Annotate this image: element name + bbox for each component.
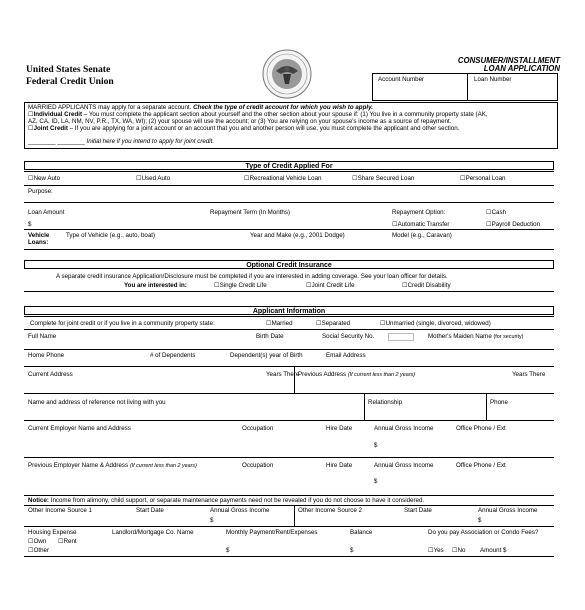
housing-expense-label: Housing Expense: [28, 529, 77, 536]
start-date-2-label: Start Date: [404, 507, 432, 514]
joint-credit-text: ☐ Joint Credit – If you are applying for a joint account or an account that you and another person will use, you must complete the applicant and other section.: [28, 125, 459, 132]
form-title-line1: CONSUMER/INSTALLMENT: [457, 56, 560, 65]
prev-years-there-label: Years There: [512, 371, 546, 378]
section-header-insurance: Optional Credit Insurance: [24, 260, 554, 269]
maiden-name-label: Mother's Maiden Name (for security): [428, 333, 524, 340]
prev-occupation-label: Occupation: [242, 462, 274, 469]
option-used-auto[interactable]: ☐ Used Auto: [136, 175, 170, 182]
birth-date-label: Birth Date: [256, 333, 284, 340]
previous-address-label: Previous Address (If current less than 2 years): [298, 371, 415, 378]
option-recreational-vehicle[interactable]: ☐ Recreational Vehicle Loan: [244, 175, 321, 182]
insurance-text: A separate credit insurance Application/Disclosure must be completed if you are interested in adding coverage. See your loan officer for details.: [56, 273, 448, 280]
org-name-line2: Federal Credit Union: [26, 76, 114, 87]
org-name-line1: United States Senate: [26, 64, 111, 75]
monthly-payment-label: Monthly Payment/Rent/Expenses: [226, 529, 318, 536]
landlord-label: Landlord/Mortgage Co. Name: [112, 529, 194, 536]
no-checkbox[interactable]: ☐ No: [452, 547, 465, 554]
vehicle-loans-label-2: Loans:: [28, 239, 49, 246]
association-fees-label: Do you pay Association or Condo Fees?: [428, 529, 539, 536]
model-label: Model (e.g., Caravan): [392, 232, 452, 239]
association-amount-field[interactable]: Amount $: [480, 547, 507, 554]
reference-phone-label: Phone: [490, 399, 508, 406]
repayment-term-label: Repayment Term (In Months): [210, 209, 291, 216]
occupation-label: Occupation: [242, 425, 274, 432]
yes-checkbox[interactable]: ☐ Yes: [428, 547, 444, 554]
reference-label: Name and address of reference not living with you: [28, 399, 166, 406]
current-address-label: Current Address: [28, 371, 73, 378]
option-personal-loan[interactable]: ☐ Personal Loan: [460, 175, 505, 182]
purpose-field[interactable]: [62, 187, 552, 197]
form-title-line2: LOAN APPLICATION: [483, 64, 560, 73]
other-income-2-label: Other Income Source 2: [298, 507, 362, 514]
current-employer-label: Current Employer Name and Address: [28, 425, 131, 432]
balance-field[interactable]: $: [350, 547, 354, 554]
rent-checkbox[interactable]: ☐ Rent: [58, 538, 77, 545]
dependent-years-label: Dependent(s) year of Birth: [230, 352, 303, 359]
unmarried-checkbox[interactable]: ☐ Unmarried (single, divorced, widowed): [380, 320, 491, 327]
separated-checkbox[interactable]: ☐ Separated: [316, 320, 350, 327]
married-checkbox[interactable]: ☐ Married: [266, 320, 293, 327]
annual-gross-2-field[interactable]: $: [478, 517, 482, 524]
year-make-label: Year and Make (e.g., 2001 Dodge): [250, 232, 345, 239]
office-phone-label: Office Phone / Ext: [456, 425, 506, 432]
annual-gross-2-label: Annual Gross Income: [478, 507, 538, 514]
payroll-deduction-checkbox[interactable]: ☐ Payroll Deduction: [486, 221, 540, 228]
ssn-label: Social Security No.: [322, 333, 375, 340]
initial-here-line[interactable]: ________ ________ Initial here if you intend to apply for joint credit.: [28, 138, 215, 145]
other-checkbox[interactable]: ☐ Other: [28, 547, 49, 554]
joint-credit-life-checkbox[interactable]: ☐ Joint Credit Life: [306, 282, 355, 289]
credit-disability-checkbox[interactable]: ☐ Credit Disability: [402, 282, 451, 289]
home-phone-label: Home Phone: [28, 352, 65, 359]
account-number-field[interactable]: [377, 85, 463, 97]
option-new-auto[interactable]: ☐ New Auto: [28, 175, 60, 182]
balance-label: Balance: [350, 529, 373, 536]
individual-credit-text: ☐ Individual Credit – You must complete the applicant section about yourself and the other section about your spouse if: (1) You live in a community property state (AK,: [28, 111, 488, 118]
interested-in-label: You are interested in:: [124, 282, 187, 289]
annual-gross-label: Annual Gross Income: [374, 425, 434, 432]
married-applicants-text: MARRIED APPLICANTS may apply for a separate account. Check the type of credit account for which you wish to apply.: [28, 104, 373, 111]
monthly-payment-field[interactable]: $: [226, 547, 230, 554]
previous-employer-label: Previous Employer Name & Address (If current less than 2 years): [28, 462, 197, 469]
loan-number-field[interactable]: [472, 85, 554, 97]
notice-text: Notice: Income from alimony, child support, or separate maintenance payments need not be revealed if you do not choose to have it considered.: [28, 497, 425, 504]
prev-hire-date-label: Hire Date: [326, 462, 353, 469]
purpose-label: Purpose:: [28, 188, 53, 195]
prev-annual-gross-field[interactable]: $: [374, 478, 378, 485]
start-date-1-label: Start Date: [136, 507, 164, 514]
email-label: Email Address: [326, 352, 366, 359]
relationship-label: Relationship: [368, 399, 403, 406]
annual-gross-1-label: Annual Gross Income: [210, 507, 270, 514]
individual-credit-text-2: AZ, CA, ID, LA, NM, NV, P.R., TX, WA, WI); (2) your spouse will use the account; or (3) You are relying on your spouse's income as a source of repayment.: [28, 118, 452, 125]
automatic-transfer-checkbox[interactable]: ☐ Automatic Transfer: [392, 221, 450, 228]
type-of-vehicle-label: Type of Vehicle (e.g., auto, boat): [66, 232, 156, 239]
prev-office-phone-label: Office Phone / Ext: [456, 462, 506, 469]
annual-gross-field[interactable]: $: [374, 442, 378, 449]
loan-number-label: Loan Number: [474, 76, 512, 83]
cash-checkbox[interactable]: ☐ Cash: [486, 209, 506, 216]
option-share-secured[interactable]: ☐ Share Secured Loan: [352, 175, 414, 182]
section-header-applicant: Applicant Information: [24, 306, 554, 315]
account-number-label: Account Number: [378, 76, 425, 83]
loan-amount-field[interactable]: $: [28, 221, 32, 228]
ssn-field[interactable]: [388, 333, 414, 341]
marital-status-label: Complete for joint credit or if you live in a community property state:: [30, 320, 215, 327]
full-name-label: Full Name: [28, 333, 57, 340]
repayment-option-label: Repayment Option:: [392, 209, 446, 216]
prev-annual-gross-label: Annual Gross Income: [374, 462, 434, 469]
dependents-label: # of Dependents: [150, 352, 196, 359]
annual-gross-1-field[interactable]: $: [210, 517, 214, 524]
senate-seal-logo: [262, 49, 312, 99]
other-income-1-label: Other Income Source 1: [28, 507, 92, 514]
vehicle-loans-label: Vehicle: [28, 232, 50, 239]
years-there-label: Years There: [266, 371, 300, 378]
loan-amount-label: Loan Amount: [28, 209, 65, 216]
own-checkbox[interactable]: ☐ Own: [28, 538, 46, 545]
section-header-credit-type: Type of Credit Applied For: [24, 161, 554, 170]
hire-date-label: Hire Date: [326, 425, 353, 432]
single-credit-life-checkbox[interactable]: ☐ Single Credit Life: [214, 282, 267, 289]
